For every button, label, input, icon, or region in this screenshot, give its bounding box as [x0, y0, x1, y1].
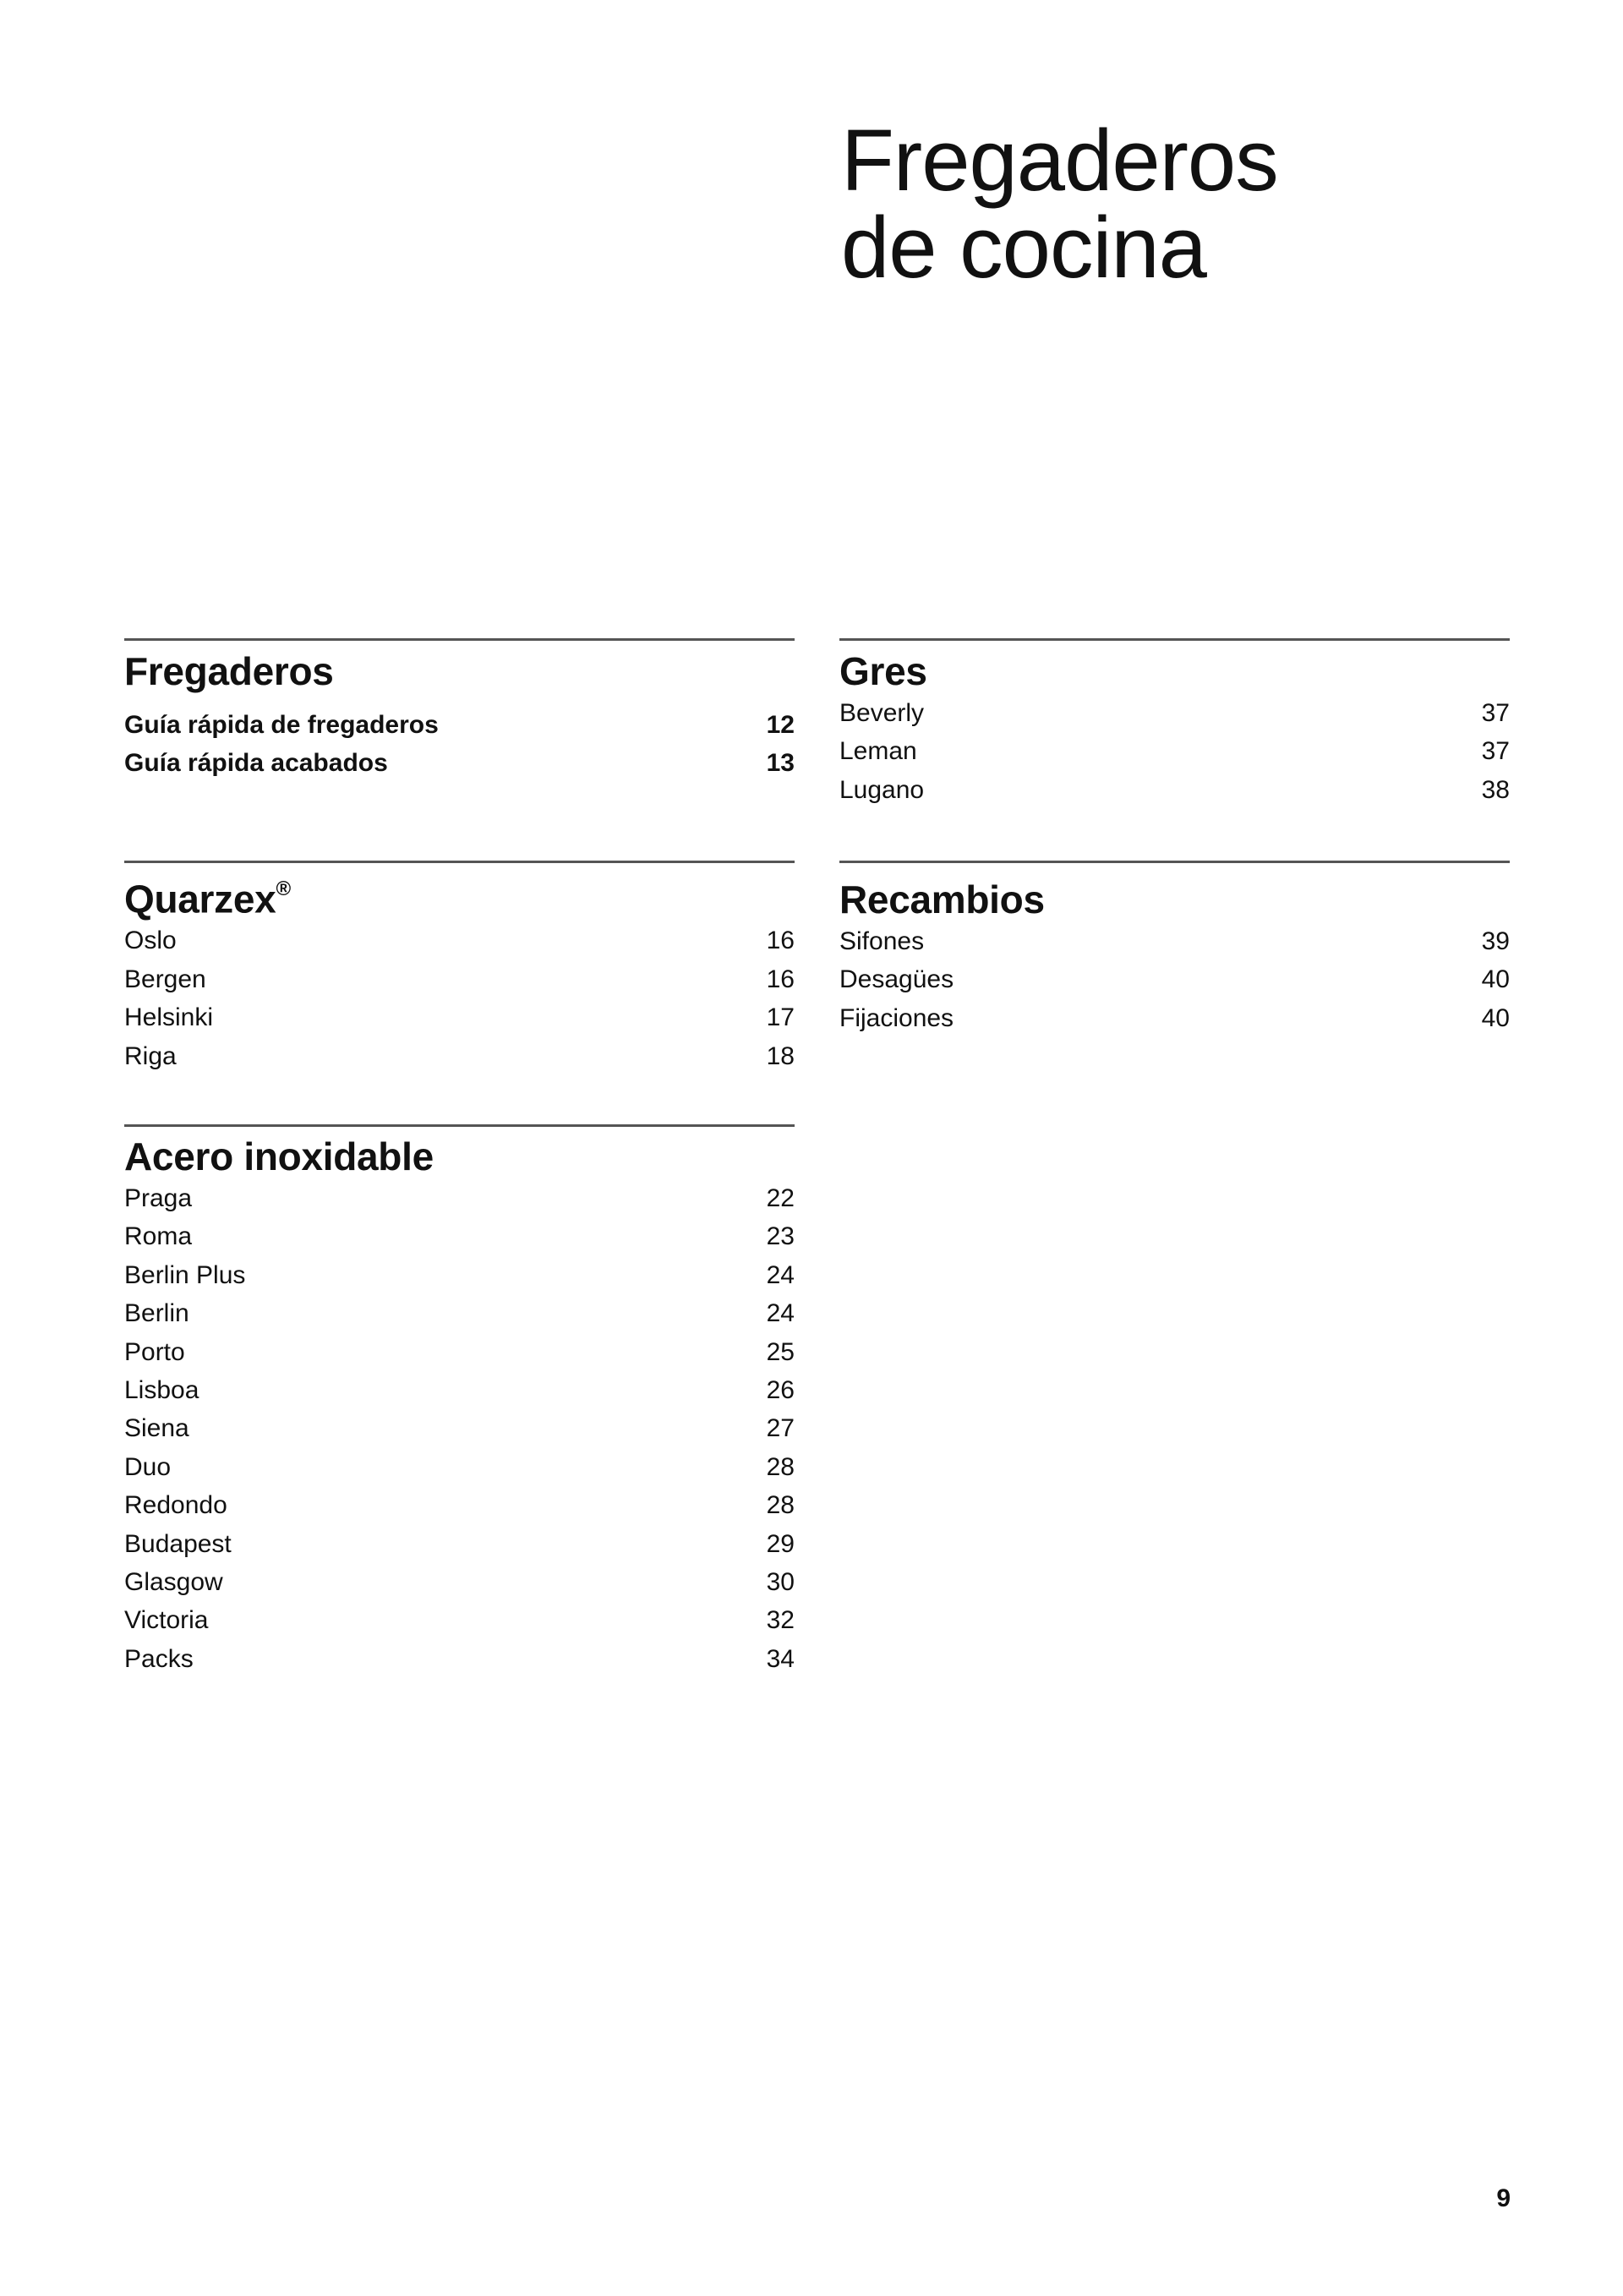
toc-entry-page: 39: [1481, 927, 1510, 955]
toc-entry-label: Berlin Plus: [124, 1260, 246, 1289]
toc-entry-page: 17: [766, 1003, 795, 1032]
toc-entry-page: 38: [1481, 775, 1510, 804]
toc-entry[interactable]: [839, 960, 1510, 998]
toc-entry-page: 34: [766, 1644, 795, 1673]
toc-entry-label: Packs: [124, 1644, 194, 1673]
toc-entry[interactable]: [124, 1409, 795, 1447]
section-heading: Recambios: [839, 877, 1045, 921]
toc-entry-page: 40: [1481, 1003, 1510, 1032]
toc-entry-page: 27: [766, 1414, 795, 1443]
toc-entry-label: Beverly: [839, 699, 925, 727]
section-heading: Acero inoxidable: [124, 1134, 434, 1178]
toc-entry-label: Leman: [839, 737, 917, 766]
toc-entry-label: Bergen: [124, 965, 206, 993]
toc-entry[interactable]: [124, 1256, 795, 1294]
toc-entry-label: Lugano: [839, 775, 925, 804]
toc-entry-page: 32: [766, 1606, 795, 1635]
page-title-line-1: Fregaderos: [841, 112, 1278, 209]
toc-entry-page: 12: [766, 711, 795, 739]
section-heading: Fregaderos: [124, 649, 334, 693]
toc-entry-page: 16: [766, 965, 795, 993]
toc-entry-page: 25: [766, 1337, 795, 1366]
toc-entry[interactable]: [124, 1294, 795, 1332]
toc-entry-page: 23: [766, 1222, 795, 1251]
toc-entry[interactable]: [839, 732, 1510, 770]
toc-list: [839, 922, 1510, 1037]
toc-entry-label: Oslo: [124, 927, 177, 955]
toc-entry[interactable]: [839, 694, 1510, 732]
toc-entry[interactable]: [124, 1525, 795, 1563]
toc-entry-label: Siena: [124, 1414, 189, 1443]
section-fregaderos: [124, 638, 795, 783]
toc-entry[interactable]: [124, 744, 795, 782]
toc-entry-page: 40: [1481, 965, 1510, 994]
toc-entry-label: Redondo: [124, 1491, 227, 1520]
toc-entry-page: 29: [766, 1529, 795, 1558]
toc-entry[interactable]: [124, 1563, 795, 1601]
toc-entry-page: 24: [766, 1260, 795, 1289]
toc-entry-page: 16: [766, 927, 795, 955]
toc-entry[interactable]: [124, 1217, 795, 1255]
toc-entry-label: Victoria: [124, 1606, 209, 1635]
toc-entry-label: Fijaciones: [839, 1003, 954, 1032]
registered-mark: ®: [276, 877, 291, 900]
toc-entry-page: 18: [766, 1041, 795, 1070]
toc-entry-label: Berlin: [124, 1299, 189, 1328]
toc-entry[interactable]: [124, 1601, 795, 1639]
toc-entry-label: Roma: [124, 1222, 193, 1251]
toc-entry[interactable]: [839, 771, 1510, 809]
toc-entry[interactable]: [124, 960, 795, 998]
toc-entry-label: Desagües: [839, 965, 954, 994]
toc-entry[interactable]: [839, 999, 1510, 1037]
section-acero-inoxidable: [124, 1124, 795, 1678]
page-title: [841, 112, 1278, 296]
toc-entry-page: 37: [1481, 699, 1510, 727]
section-heading-text: Quarzex: [124, 877, 276, 921]
toc-entry-label: Porto: [124, 1337, 185, 1366]
toc-entry[interactable]: [124, 1179, 795, 1217]
toc-entry[interactable]: [124, 1371, 795, 1409]
toc-entry-label: Helsinki: [124, 1003, 214, 1032]
toc-entry[interactable]: [839, 922, 1510, 960]
toc-entry-page: 13: [766, 749, 795, 778]
toc-entry[interactable]: [124, 1333, 795, 1371]
section-heading: Gres: [839, 649, 927, 693]
toc-entry[interactable]: [124, 921, 795, 959]
toc-entry-page: 24: [766, 1299, 795, 1328]
toc-entry[interactable]: [124, 1037, 795, 1075]
toc-entry-page: 37: [1481, 737, 1510, 766]
toc-list: [124, 921, 795, 1075]
toc-entry-page: 26: [766, 1375, 795, 1404]
toc-entry[interactable]: [124, 1640, 795, 1678]
toc-entry-label: Guía rápida acabados: [124, 749, 388, 778]
toc-entry-page: 28: [766, 1491, 795, 1520]
toc-entry-label: Riga: [124, 1041, 177, 1070]
toc-entry-label: Praga: [124, 1184, 193, 1212]
toc-entry[interactable]: [124, 1486, 795, 1524]
toc-list: [124, 1179, 795, 1678]
toc-entry-label: Glasgow: [124, 1567, 223, 1596]
toc-entry-label: Duo: [124, 1452, 172, 1481]
section-gres: [839, 638, 1510, 809]
section-recambios: [839, 861, 1510, 1037]
toc-entry-label: Lisboa: [124, 1375, 199, 1404]
toc-entry[interactable]: [124, 1448, 795, 1486]
toc-list: [124, 706, 795, 783]
toc-entry[interactable]: [124, 998, 795, 1036]
toc-entry-page: 30: [766, 1567, 795, 1596]
section-heading: [124, 870, 795, 921]
toc-entry[interactable]: [124, 706, 795, 744]
toc-entry-page: 28: [766, 1452, 795, 1481]
toc-entry-page: 22: [766, 1184, 795, 1212]
section-quarzex: [124, 861, 795, 1075]
page-number: 9: [1496, 2184, 1511, 2212]
page-title-line-2: de cocina: [841, 199, 1206, 296]
toc-entry-label: Guía rápida de fregaderos: [124, 711, 439, 739]
toc-entry-label: Budapest: [124, 1529, 232, 1558]
toc-list: [839, 694, 1510, 809]
toc-entry-label: Sifones: [839, 927, 925, 955]
